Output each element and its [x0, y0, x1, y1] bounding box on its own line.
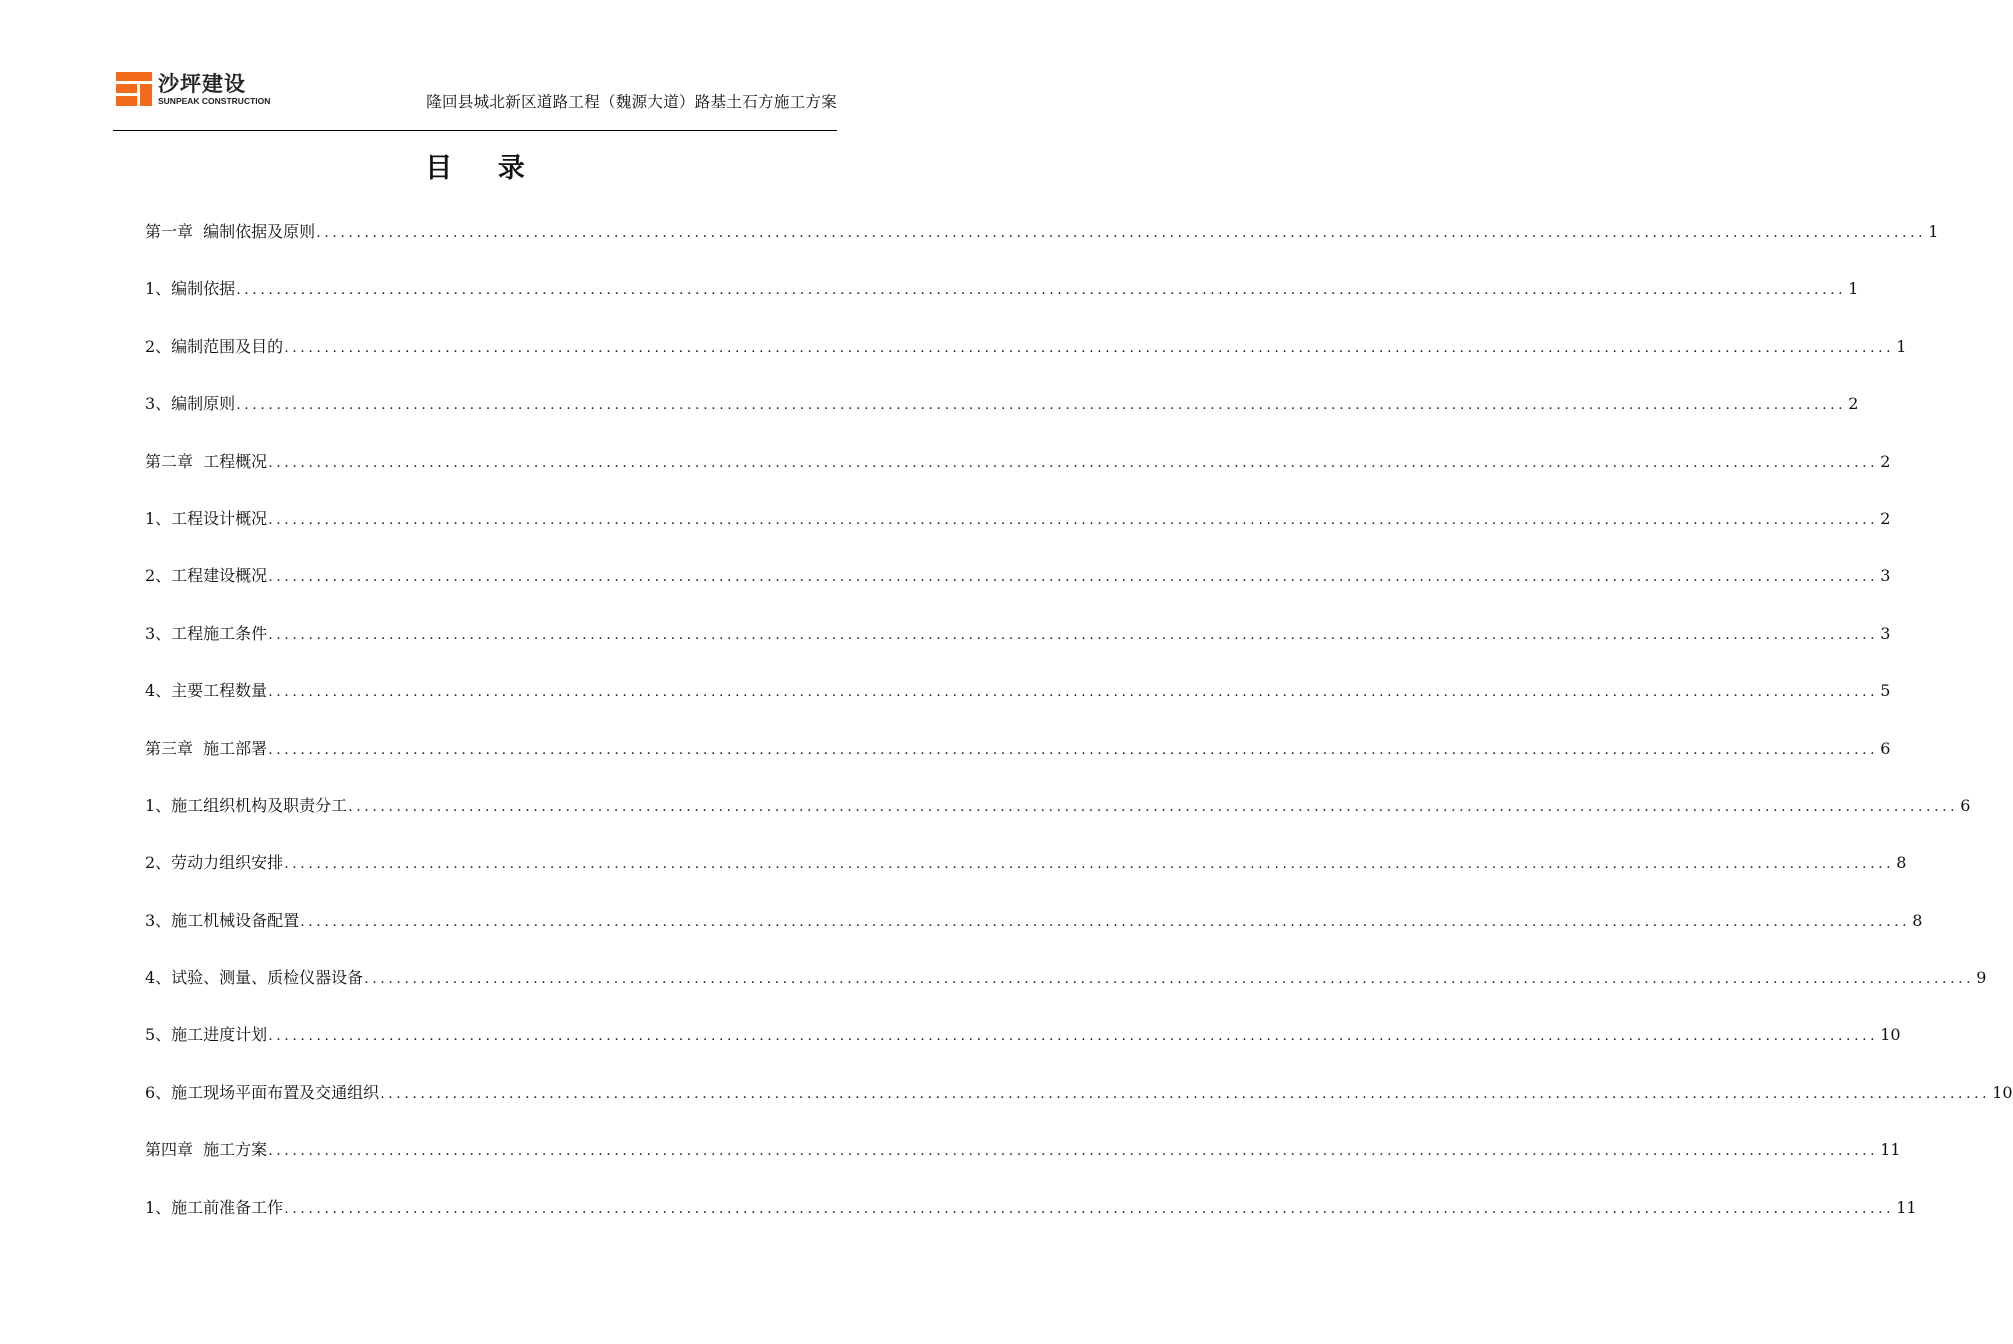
toc-dot-leader: ........................................................................................................................................................................................................ — [268, 741, 1879, 758]
toc-dot-leader: ........................................................................................................................................................................................................ — [364, 971, 1975, 988]
toc-entry[interactable] — [145, 964, 1987, 1021]
toc-entry-title: 5、施工进度计划 — [145, 1025, 268, 1045]
toc-entry-page-number: 1 — [1848, 279, 1859, 299]
toc-entry[interactable] — [145, 907, 1923, 964]
toc-entry[interactable] — [145, 792, 1971, 849]
toc-dot-leader: ........................................................................................................................................................................................................ — [268, 1028, 1879, 1045]
toc-entry-title: 2、编制范围及目的 — [145, 336, 284, 356]
toc-entry-title: 3、编制原则 — [145, 394, 236, 414]
toc-entry[interactable] — [145, 849, 1907, 906]
logo-chinese-name: 沙坪建设 — [158, 72, 246, 96]
toc-entry-title: 第一章 编制依据及原则 — [145, 222, 316, 241]
toc-dot-leader: ........................................................................................................................................................................................................ — [316, 225, 1927, 241]
toc-entry[interactable] — [145, 390, 1859, 447]
toc-entry-title: 4、主要工程数量 — [145, 681, 268, 701]
toc-entry[interactable] — [145, 735, 1891, 792]
toc-entry-page-number: 2 — [1880, 508, 1891, 528]
toc-entry[interactable] — [145, 1021, 1901, 1078]
toc-entry-page-number: 6 — [1960, 795, 1971, 815]
toc-entry-page-number: 10 — [1992, 1082, 2013, 1102]
toc-entry-title: 6、施工现场平面布置及交通组织 — [145, 1082, 380, 1102]
toc-entry[interactable] — [145, 505, 1891, 562]
toc-dot-leader: ........................................................................................................................................................................................................ — [268, 454, 1879, 471]
toc-dot-leader: ........................................................................................................................................................................................................ — [284, 339, 1895, 356]
toc-entry-page-number: 11 — [1896, 1197, 1917, 1217]
toc-dot-leader: ........................................................................................................................................................................................................ — [268, 511, 1879, 528]
toc-entry[interactable] — [145, 1194, 1917, 1251]
logo-english-name: SUNPEAK CONSTRUCTION — [158, 96, 271, 106]
toc-entry-title: 3、施工机械设备配置 — [145, 910, 300, 930]
toc-entry-title: 1、施工前准备工作 — [145, 1197, 284, 1217]
toc-entry-title: 2、工程建设概况 — [145, 566, 268, 586]
toc-dot-leader: ........................................................................................................................................................................................................ — [380, 1085, 1991, 1102]
toc-entry-title: 4、试验、测量、质检仪器设备 — [145, 968, 364, 988]
toc-entry-title: 第四章 施工方案 — [145, 1140, 268, 1160]
toc-entry-title: 第二章 工程概况 — [145, 451, 268, 471]
toc-entry[interactable] — [145, 1079, 2013, 1136]
toc-entry-page-number: 8 — [1896, 853, 1907, 873]
toc-dot-leader: ........................................................................................................................................................................................................ — [284, 856, 1895, 873]
toc-entry-page-number: 5 — [1880, 681, 1891, 701]
document-title: 隆回县城北新区道路工程（魏源大道）路基土石方施工方案 — [426, 93, 837, 111]
toc-entry-page-number: 6 — [1880, 738, 1891, 758]
toc-entry[interactable] — [145, 448, 1891, 505]
toc-entry[interactable] — [145, 1136, 1901, 1193]
toc-entry-title: 2、劳动力组织安排 — [145, 853, 284, 873]
toc-dot-leader: ........................................................................................................................................................................................................ — [300, 913, 1911, 930]
toc-dot-leader: ........................................................................................................................................................................................................ — [268, 626, 1879, 643]
page-header — [113, 66, 837, 132]
toc-entry-page-number: 10 — [1880, 1025, 1901, 1045]
toc-dot-leader: ........................................................................................................................................................................................................ — [236, 282, 1847, 299]
toc-entry-title: 1、施工组织机构及职责分工 — [145, 795, 348, 815]
toc-entry-page-number: 9 — [1976, 968, 1987, 988]
toc-entry[interactable] — [145, 275, 1859, 332]
toc-entry-title: 1、工程设计概况 — [145, 508, 268, 528]
toc-entry-page-number: 11 — [1880, 1140, 1901, 1160]
header-divider — [113, 130, 837, 131]
toc-heading: 目 录 — [425, 153, 543, 184]
toc-entry-title: 1、编制依据 — [145, 279, 236, 299]
toc-entry-page-number: 2 — [1880, 451, 1891, 471]
toc-dot-leader: ........................................................................................................................................................................................................ — [268, 1143, 1879, 1160]
toc-entry-page-number: 1 — [1928, 222, 1939, 241]
toc-entry-page-number: 2 — [1848, 394, 1859, 414]
toc-entry-page-number: 8 — [1912, 910, 1923, 930]
toc-entry-page-number: 1 — [1896, 336, 1907, 356]
toc-dot-leader: ........................................................................................................................................................................................................ — [268, 684, 1879, 701]
toc-entry-title: 3、工程施工条件 — [145, 623, 268, 643]
toc-dot-leader: ........................................................................................................................................................................................................ — [348, 798, 1959, 815]
toc-entry-page-number: 3 — [1880, 566, 1891, 586]
table-of-contents — [145, 218, 2013, 1251]
toc-entry-title: 第三章 施工部署 — [145, 738, 268, 758]
toc-dot-leader: ........................................................................................................................................................................................................ — [236, 397, 1847, 414]
toc-dot-leader: ........................................................................................................................................................................................................ — [284, 1200, 1895, 1217]
toc-dot-leader: ........................................................................................................................................................................................................ — [268, 569, 1879, 586]
toc-entry[interactable] — [145, 620, 1891, 677]
toc-entry[interactable] — [145, 562, 1891, 619]
toc-entry-page-number: 3 — [1880, 623, 1891, 643]
toc-entry[interactable] — [145, 218, 1939, 275]
toc-entry[interactable] — [145, 333, 1907, 390]
toc-entry[interactable] — [145, 677, 1891, 734]
